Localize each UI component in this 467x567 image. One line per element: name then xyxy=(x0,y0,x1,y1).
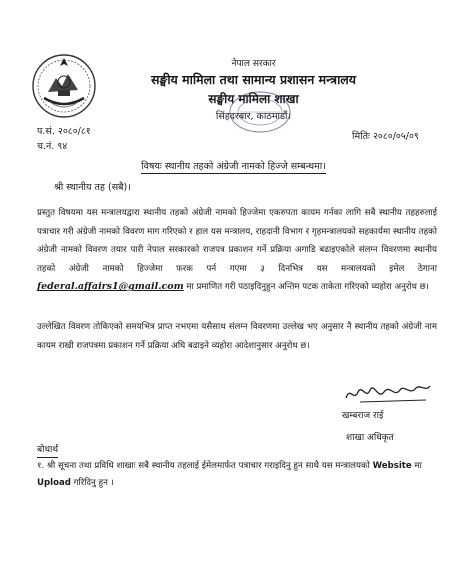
website-term: Website xyxy=(372,461,412,471)
signatory-name: खम्बराज राई xyxy=(342,411,384,421)
ministry-name: सङ्घीय मामिला तथा सामान्य प्रशासन मन्त्रालय xyxy=(150,72,357,87)
office-address: सिंहदरबार, काठमाडौं। xyxy=(215,111,292,122)
signatory-designation: शाखा अधिकृत xyxy=(346,433,394,443)
cc-item: १. श्री सूचना तथा प्रविधि शाखाः सबै स्थानीय तहलाई ईमेलमार्फत पत्राचार गराइदिनु हुन साथै यस मन्त्रालयको Website मा Upload गरिदिनु हुन । xyxy=(37,461,422,488)
reference-number: प.सं. २०८०/८१ xyxy=(37,126,91,137)
contact-email: federal.affairs1@gmail.com xyxy=(37,281,184,293)
recipient: श्री स्थानीय तह (सबै)। xyxy=(54,182,131,193)
upload-term: Upload xyxy=(37,478,71,488)
branch-name: सङ्घीय मामिला शाखा xyxy=(208,92,299,106)
dispatch-number: च.नं. ९४ xyxy=(37,141,68,152)
handwritten-signature xyxy=(340,378,435,408)
letter-date: मितिः २०८०/०५/०९ xyxy=(352,131,419,142)
body-paragraph-2: उल्लेखित विवरण तोकिएको समयभित्र प्राप्त नभएमा यसैसाथ संलग्न विवरणमा उल्लेख भए अनुसार नै स्थानीय तहको अंग्रेजी नाम कायम राखी राजपत्रमा प्रकाशन गर्ने प्रक्रिया अघि बढाइने व्यहोरा आदेशानुसार अनुरोध छ। xyxy=(37,322,437,351)
cc-heading: बोधार्थ xyxy=(37,443,58,458)
office-stamp xyxy=(228,90,292,134)
country-name: नेपाल सरकार xyxy=(231,59,276,69)
body-paragraph-1: प्रस्तुत विषयमा यस मन्त्रालयद्वारा स्थानीय तहको अंग्रेजी नामको हिज्जेमा एकरुपता कायम गर्नका लागि सबै स्थानीय तहहरुलाई पत्राचार गरी अंग्रेजी नामको विवरण माग गरिएको र हाल यस मन्त्रालय, राहदानी विभाग र गृहमन्त्रालयको सहकार्यमा स्थानीय तहको अंग्रेजी नामको विवरण तयार पारी नेपाल सरकारको राजपत्र प्रकाशन गर्ने प्रक्रिया अगाडि बढाइएकोले संलग्न विवरणमा स्थानीय तहको अंग्रेजी नामको हिज्जेमा फरक पर्न गएमा ३ दिनभित्र यस मन्त्रालयको इमेल ठेगाना federal.affairs1@gmail.com मा प्रमाणित गरी पठाइदिनुहुन अन्तिम पटक ताकेता गरिएको व्यहोरा अनुरोध छ। xyxy=(37,208,437,293)
letter-subject: विषयः स्थानीय तहको अंग्रेजी नामको हिज्जे सम्बन्धमा। xyxy=(141,161,326,172)
